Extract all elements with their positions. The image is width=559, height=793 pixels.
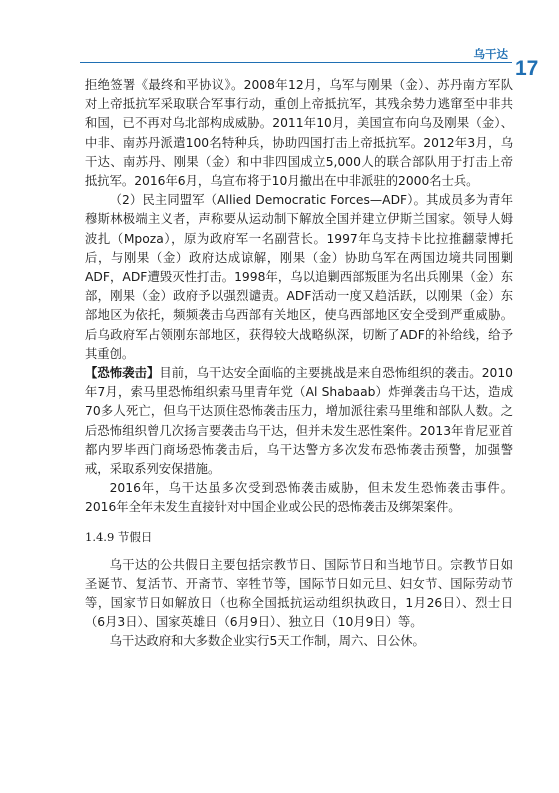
terror-attacks-text: 目前，乌干达安全面临的主要挑战是来自恐怖组织的袭击。2010年7月，索马里恐怖组织索马里青年党（Al Shabaab）炸弹袭击乌干达，造成70多人死亡，但乌干达顶住恐怖袭击压力，增加派往索马里维和部队人数。之后恐怖组织曾几次扬言要袭击乌干达，但并未发生恶性案件。2013年肯尼亚首都内罗毕西门商场恐怖袭击后，乌干达警方多次发布恐怖袭击预警，加强警戒，采取系列安保措施。: [85, 366, 513, 477]
page-number: 17: [515, 57, 539, 80]
paragraph-terror-attacks: [85, 364, 513, 479]
paragraph-lra-continued: 拒绝签署《最终和平协议》。2008年12月，乌军与刚果（金）、苏丹南方军队对上帝抵抗军采取联合军事行动，重创上帝抵抗军，其残余势力逃窜至中非共和国，已不再对乌北部构成威胁。2011年10月，美国宣布向乌及刚果（金）、中非、南苏丹派遣100名特种兵，协助四国打击上帝抵抗军。2012年3月，乌干达、南苏丹、刚果（金）和中非四国成立5,000人的联合部队用于打击上帝抵抗军。2016年6月，乌宣布将于10月撤出在中非派驻的2000名士兵。: [85, 78, 513, 189]
page-body: [85, 76, 513, 652]
paragraph-2016-summary: 2016年，乌干达虽多次受到恐怖袭击威胁，但未发生恐怖袭击事件。2016年全年未发生直接针对中国企业或公民的恐怖袭击及绑架案件。: [85, 481, 513, 515]
header-rule: [80, 62, 512, 63]
running-header-title: 乌干达: [473, 47, 508, 61]
paragraph-holidays: 乌干达的公共假日主要包括宗教节日、国际节日和当地节日。宗教节日如圣诞节、复活节、开斋节、宰牲节等，国际节日如元旦、妇女节、国际劳动节等，国家节日如解放日（也称全国抵抗运动组织执政日，1月26日）、烈士日（6月3日）、国家英雄日（6月9日）、独立日（10月9日）等。: [85, 557, 513, 630]
paragraph-adf: （2）民主同盟军（Allied Democratic Forces—ADF）。其成员多为青年穆斯林极端主义者，声称要从运动制下解放全国并建立伊斯兰国家。领导人姆波扎（Mpoza），原为政府军一名副营长。1997年乌支持卡比拉推翻蒙博托后，与刚果（金）政府达成谅解，刚果（金）协助乌军在两国边境共同围剿ADF，ADF遭毁灭性打击。1998年，乌以追剿西部叛匪为名出兵刚果（金）东部，刚果（金）政府予以强烈谴责。ADF活动一度又趋活跃，以刚果（金）东部地区为依托，频频袭击乌西部有关地区，使乌西部地区安全受到严重威胁。后乌政府军占领刚东部地区，获得较大战略纵深，切断了ADF的补给线，给予其重创。: [85, 193, 513, 361]
paragraph-work-week: 乌干达政府和大多数企业实行5天工作制，周六、日公休。: [109, 634, 425, 649]
section-heading-holidays: 1.4.9 节假日: [85, 529, 153, 544]
terror-attacks-label: 【恐怖袭击】: [85, 366, 160, 381]
